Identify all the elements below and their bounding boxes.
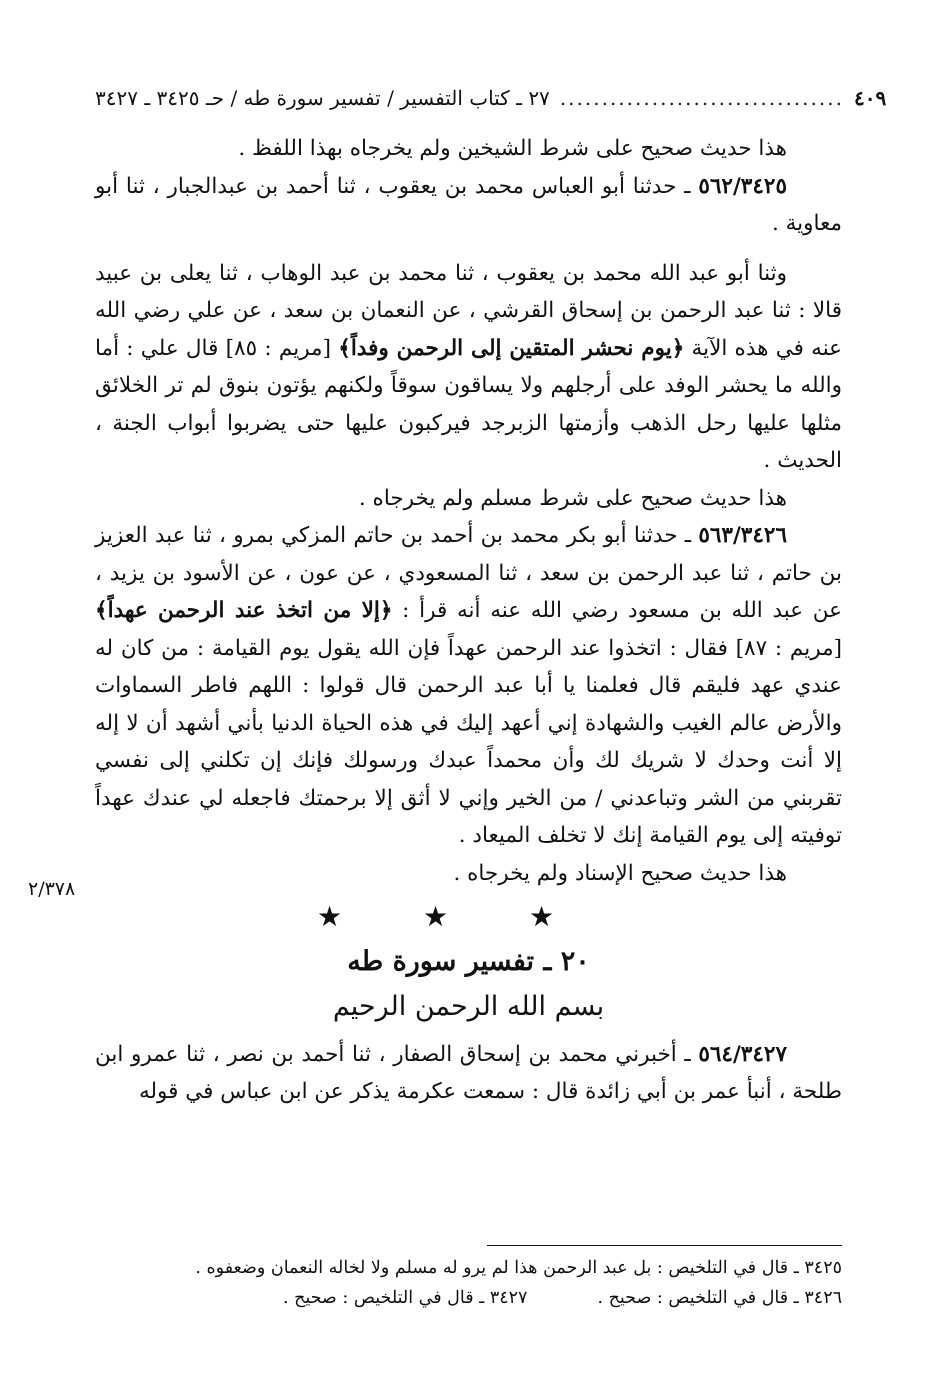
hadith-text: ـ أخبرني محمد بن إسحاق الصفار ، ثنا أحمد بن نصر ، ثنا عمرو ابن طلحة ، أنبأ عمر بن أبي زائدة قال : سمعت عكرمة يذكر عن ابن عباس في قوله bbox=[95, 1041, 842, 1104]
leader-dots: .................................. bbox=[559, 86, 844, 110]
section-stars: ★ ★ ★ bbox=[316, 900, 591, 933]
running-header bbox=[95, 80, 887, 116]
hadith-text: ـ حدثنا أبو العباس محمد بن يعقوب ، ثنا أحمد بن عبدالجبار ، ثنا أبو معاوية . bbox=[95, 173, 842, 236]
surah-title: ٢٠ ـ تفسير سورة طه bbox=[347, 945, 590, 977]
quran-verse: ﴿إلا من اتخذ عند الرحمن عهداً﴾ bbox=[95, 598, 393, 623]
footnote-divider bbox=[487, 1245, 842, 1246]
hadith-3425 bbox=[95, 168, 842, 243]
hadith-3426 bbox=[95, 517, 842, 855]
basmala: بسم الله الرحمن الرحيم bbox=[332, 990, 605, 1022]
footnote-3426: ٣٤٢٦ ـ قال في التلخيص : صحيح . bbox=[597, 1288, 842, 1308]
main-text bbox=[95, 130, 842, 1111]
paragraph-3 bbox=[95, 255, 842, 480]
text-segment: [مريم : ٨٧] فقال : اتخذوا عند الرحمن عهداً فإن الله يقول يوم القيامة : من كان له عندي عهد فليقم قال فعلمنا يا أبا عبد الرحمن قال قولوا : اللهم فاطر السماوات والأرض عالم الغيب والشهادة إني أعهد إليك في هذه الحياة الدنيا بأني أشهد أن لا إله إلا أنت وحدك لا شريك لك وأن محمداً عبدك ورسولك فإنك إن تكلني إلى نفسي تقربني من الشر وتباعدني / من الخير وإني لا أثق إلا برحمتك فاجعله لي عندك عهداً توفيته إلى يوم القيامة إنك لا تخلف الميعاد . bbox=[95, 635, 842, 848]
text-segment: ـ حدثنا أبو بكر محمد بن أحمد بن حاتم المزكي بمرو ، ثنا عبد العزيز بن حاتم ، ثنا عبد الرحمن بن سعد ، ثنا المسعودي ، عن عون ، عن الأسود بن يزيد ، عن عبد الله بن مسعود رضي الله عنه أنه قرأ : bbox=[95, 523, 842, 623]
paragraph-6: هذا حديث صحيح الإسناد ولم يخرجاه . bbox=[453, 860, 787, 886]
hadith-3427 bbox=[95, 1036, 842, 1111]
footnote-3427: ٣٤٢٧ ـ قال في التلخيص : صحيح . bbox=[282, 1288, 528, 1308]
text-segment: وثنا أبو عبد الله محمد بن يعقوب ، ثنا محمد بن عبد الوهاب ، ثنا يعلى بن عبيد قالا : ثنا عبد الرحمن بن إسحاق القرشي ، عن النعمان بن سعد ، عن علي رضي الله عنه في هذه الآية bbox=[95, 260, 843, 361]
paragraph-1: هذا حديث صحيح على شرط الشيخين ولم يخرجاه بهذا اللفظ . bbox=[238, 136, 787, 161]
page-number: ٤٠٩ bbox=[853, 86, 887, 110]
footnote-3425: ٣٤٢٥ ـ قال في التلخيص : بل عبد الرحمن هذا لم يرو له مسلم ولا لخاله النعمان وضعفوه . bbox=[195, 1258, 842, 1278]
hadith-number: ٥٦٢/٣٤٢٥ bbox=[698, 173, 787, 199]
spacer bbox=[95, 243, 842, 255]
footnotes bbox=[95, 1253, 842, 1313]
hadith-number: ٥٦٤/٣٤٢٧ bbox=[698, 1041, 787, 1067]
quran-verse: ﴿يوم نحشر المتقين إلى الرحمن وفداً﴾ bbox=[338, 335, 685, 361]
hadith-number: ٥٦٣/٣٤٢٦ bbox=[698, 523, 787, 548]
text-segment: [مريم : ٨٥] قال علي : أما والله ما يحشر الوفد على أرجلهم ولا يساقون سوقاً ولكنهم يؤتون بنوق لم تر الخلائق مثلها عليها رحل الذهب وأزمتها الزبرجد فيركبون عليها حتى يضربوا أبواب الجنة ، الحديث . bbox=[95, 335, 842, 473]
paragraph-4: هذا حديث صحيح على شرط مسلم ولم يخرجاه . bbox=[358, 485, 787, 511]
margin-reference: ٢/٣٧٨ bbox=[28, 878, 76, 900]
footnote-row bbox=[95, 1283, 842, 1313]
running-title: ٢٧ ـ كتاب التفسير / تفسير سورة طه / حـ ٣٤٢٥ ـ ٣٤٢٧ bbox=[95, 86, 550, 110]
